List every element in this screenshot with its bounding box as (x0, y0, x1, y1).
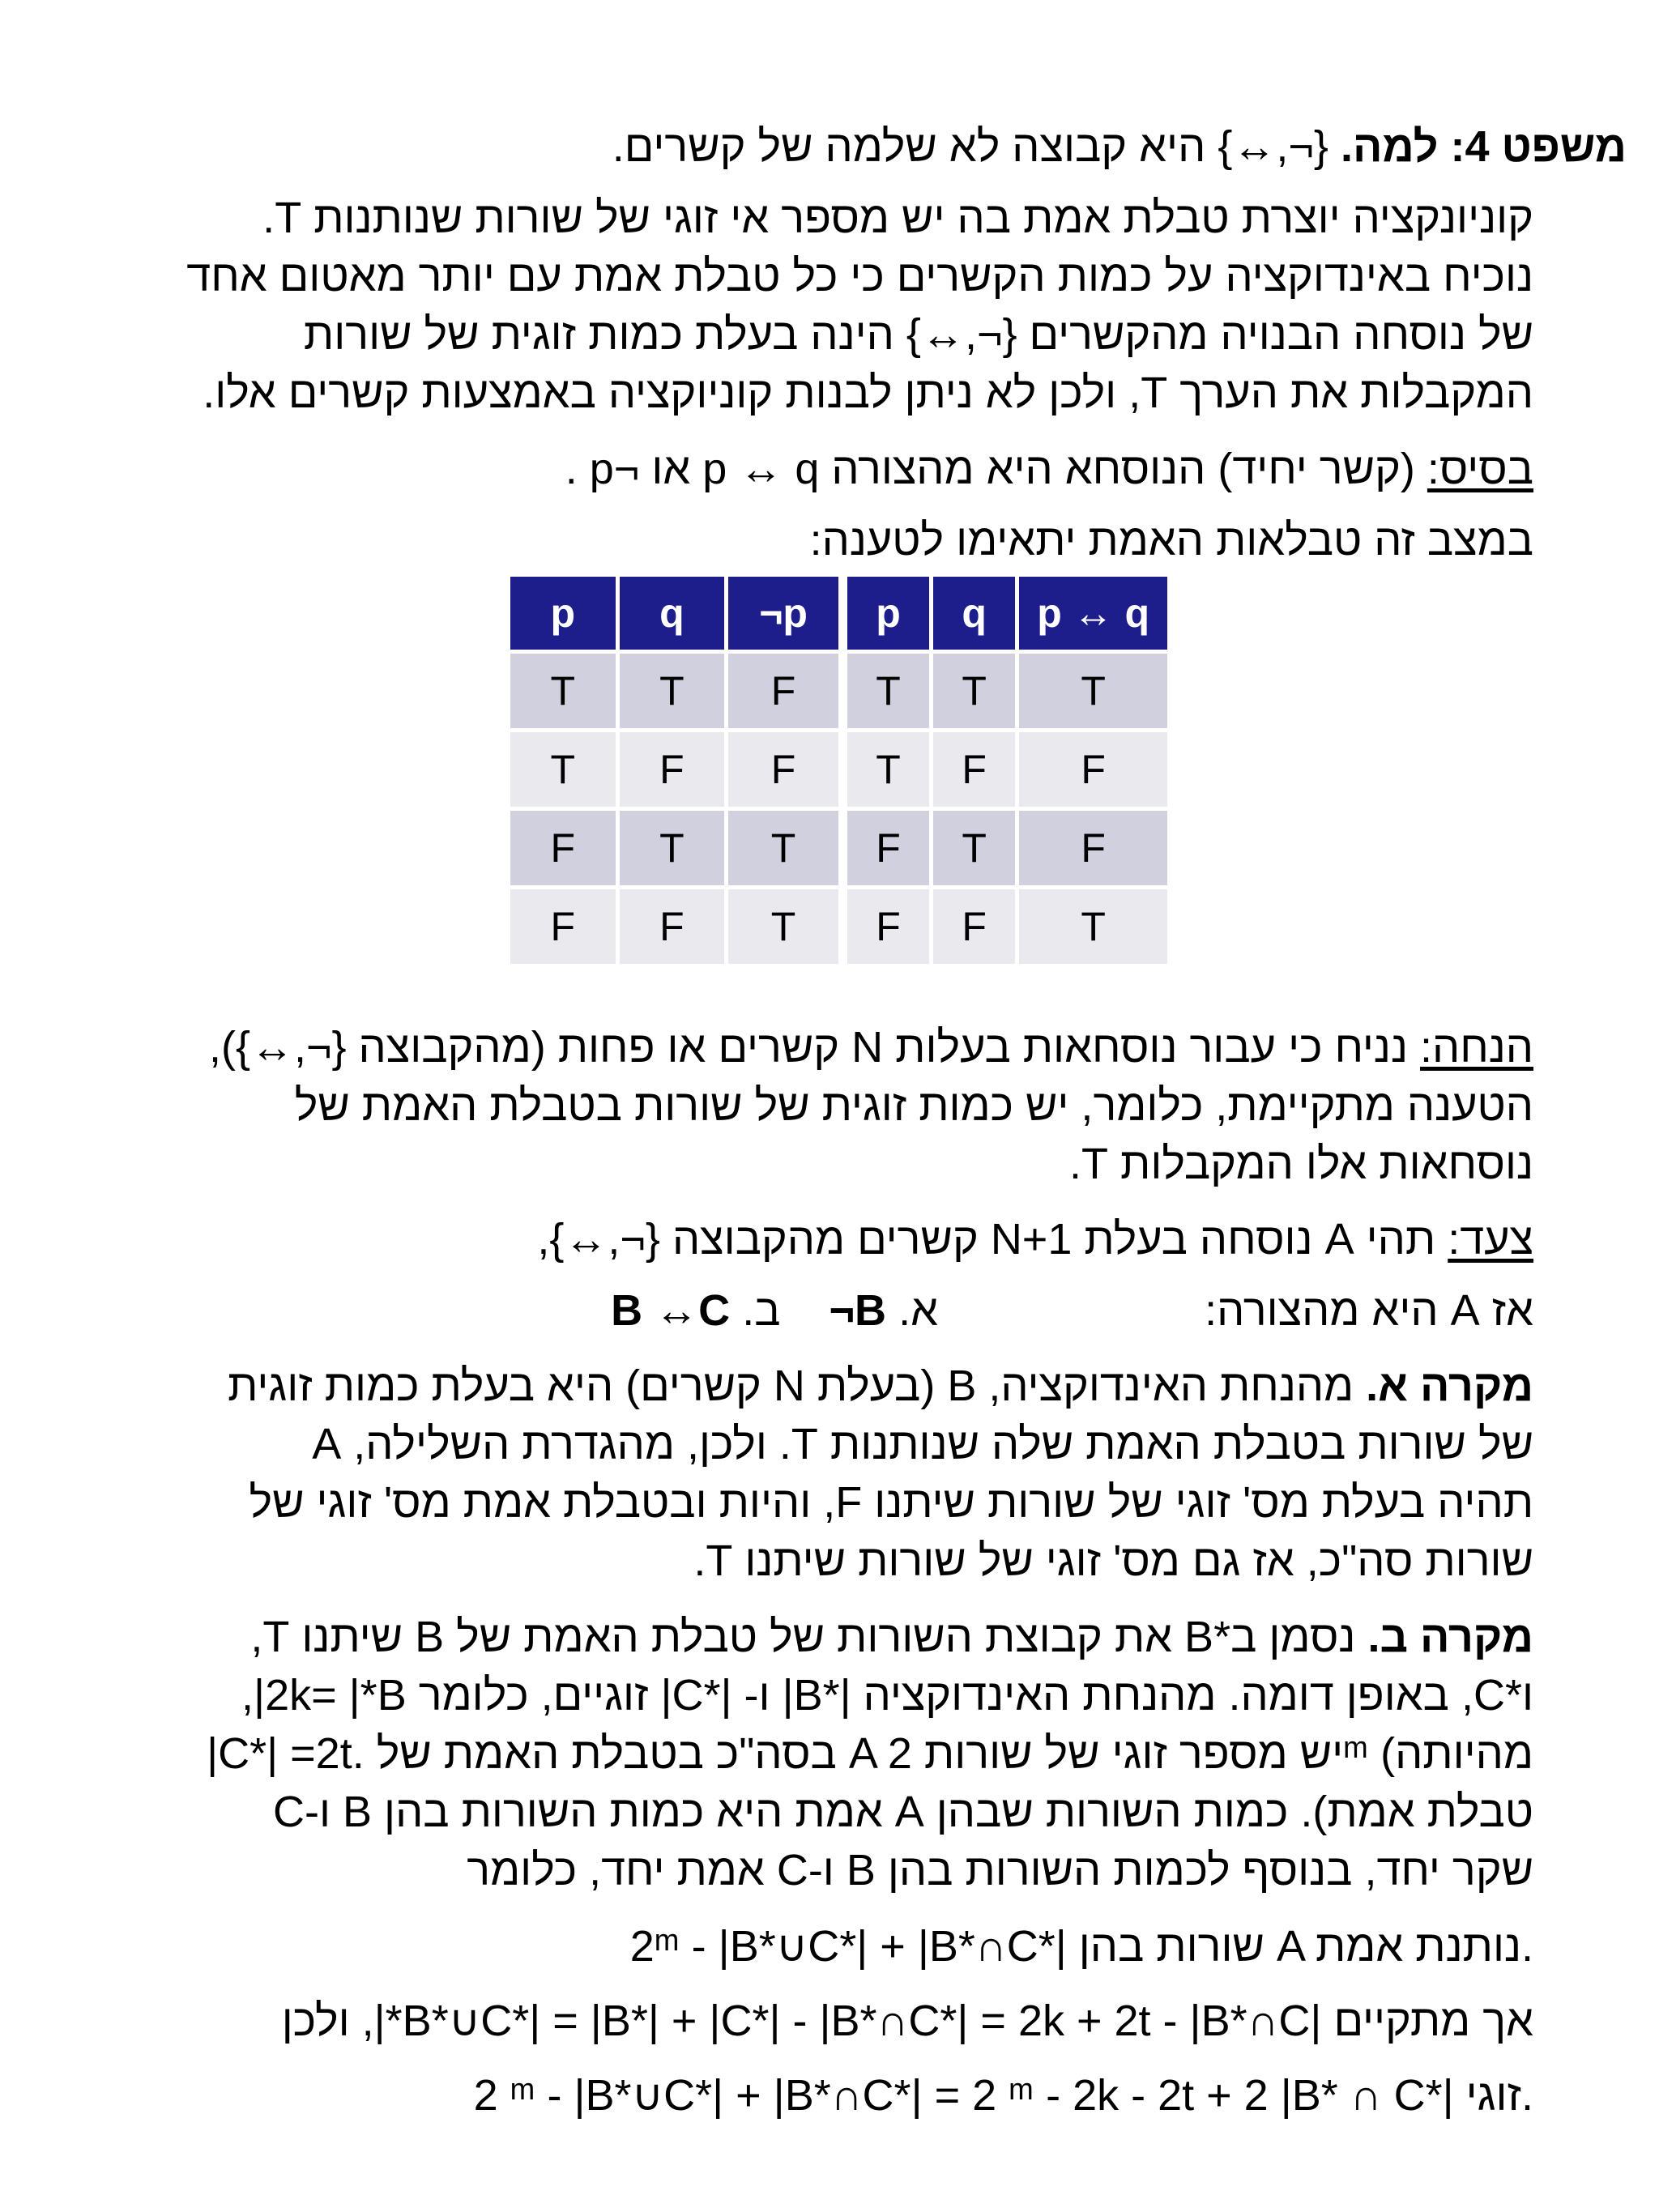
case-b-line: |C*| =2t. בסה"כ בטבלת האמת של A יש מספר זוגי של שורות 2ᵐ (מהיותה (207, 1729, 1533, 1778)
step-options (611, 1284, 938, 1337)
case-b-text: נסמן ב*B את קבוצת השורות של טבלת האמת של B שיתנו T, (250, 1613, 1356, 1661)
table-row (510, 654, 842, 732)
table-row (847, 732, 1171, 811)
option-a-formula: ¬B (829, 1286, 887, 1335)
table-row (510, 732, 842, 811)
hypothesis-text: נניח כי עבור נוסחאות בעלות N קשרים או פחות (מהקבוצה {¬,↔}), (208, 1023, 1408, 1072)
case-b-line (250, 1610, 1533, 1664)
lemma-heading (612, 120, 1627, 173)
case-a-line: שורות סה"כ, אז גם מס' זוגי של שורות שיתנו T. (693, 1536, 1533, 1585)
table-cell: F (1019, 732, 1171, 811)
table-cell: F (510, 811, 620, 889)
table-header-cell: ¬p (728, 577, 842, 654)
hypothesis-line (209, 1021, 1533, 1074)
step-line (537, 1213, 1533, 1266)
table-cell: T (510, 732, 620, 811)
hypothesis-line: נוסחאות אלו המקבלות T. (1068, 1140, 1533, 1188)
table-cell: F (1019, 811, 1171, 889)
table-cell: F (847, 889, 933, 968)
case-b-line: שקר יחד, בנוסף לכמות השורות בהן B ו-C אמת יחד, כלומר (467, 1846, 1533, 1894)
truth-table-negation (510, 577, 842, 968)
table-header-cell: q (933, 577, 1019, 654)
table-cell: F (933, 732, 1019, 811)
table-cell: T (1019, 889, 1171, 968)
case-a-line (228, 1359, 1533, 1413)
table-cell: F (847, 811, 933, 889)
table-cell: F (620, 889, 729, 968)
formula-line: 2ᵐ - |B*∪C*| + |B*∩C*| שורות בהן A נותנת אמת. (629, 1922, 1533, 1971)
basis-line (565, 442, 1533, 496)
table-cell: T (620, 654, 729, 732)
hypothesis-line: הטענה מתקיימת, כלומר, יש כמות זוגית של שורות בטבלת האמת של (294, 1081, 1533, 1130)
option-a-label: א. (898, 1286, 938, 1335)
lemma-statement: היא קבוצה לא שלמה של קשרים. (612, 122, 1206, 171)
table-cell: F (933, 889, 1019, 968)
intro-line: המקבלות את הערך T, ולכן לא ניתן לבנות קוניוקציה באמצעות קשרים אלו. (203, 369, 1533, 417)
table-cell: T (933, 654, 1019, 732)
table-row (847, 811, 1171, 889)
step-form-intro: אז A היא מהצורה: (1205, 1286, 1533, 1335)
hypothesis-label: הנחה: (1419, 1023, 1533, 1072)
step-text: תהי A נוסחה בעלת N+1 קשרים מהקבוצה {¬,↔}, (537, 1215, 1436, 1264)
option-b-label: ב. (742, 1286, 781, 1335)
basis-line-2: במצב זה טבלאות האמת יתאימו לטענה: (809, 516, 1533, 565)
table-cell: F (728, 654, 842, 732)
table-row (510, 889, 842, 968)
case-b-line: טבלת אמת). כמות השורות שבהן A אמת היא כמות השורות בהן B ו-C (273, 1788, 1533, 1836)
table-row (847, 889, 1171, 968)
case-a-text: מהנחת האינדוקציה, B (בעלת N קשרים) היא בעלת כמות זוגית (228, 1362, 1354, 1410)
formula-line: אך מתקיים |B*∪C*| = |B*| + |C*| - |B*∩C*| = 2k + 2t - |B*∩C*|, ולכן (281, 1997, 1533, 2045)
step-label: צעד: (1448, 1215, 1533, 1264)
lemma-title: משפט 4: למה. (1340, 122, 1627, 171)
table-cell: T (728, 811, 842, 889)
case-b-line: ו*C, באופן דומה. מהנחת האינדוקציה |*B| ו- |*C| זוגיים, כלומר 2k= |*B|, (241, 1671, 1533, 1720)
table-cell: T (728, 889, 842, 968)
table-cell: F (620, 732, 729, 811)
table-cell: T (847, 732, 933, 811)
table-row (510, 811, 842, 889)
intro-line: נוכיח באינדוקציה על כמות הקשרים כי כל טבלת אמת עם יותר מאטום אחד (186, 252, 1533, 300)
table-cell: T (1019, 654, 1171, 732)
basis-label: בסיס: (1427, 445, 1533, 493)
case-a-label: מקרה א. (1366, 1362, 1533, 1410)
basis-text: (קשר יחיד) הנוסחא היא מהצורה p ↔ q או ¬p . (565, 445, 1415, 493)
table-row (847, 654, 1171, 732)
table-cell: F (510, 889, 620, 968)
table-header-cell: p (510, 577, 620, 654)
table-cell: F (728, 732, 842, 811)
formula-line: 2 ᵐ - |B*∪C*| + |B*∩C*| = 2 ᵐ - 2k - 2t + 2 |B* ∩ C*| זוגי. (473, 2071, 1533, 2120)
table-cell: T (847, 654, 933, 732)
option-b-formula: B ↔C (611, 1286, 731, 1335)
intro-line: קוניונקציה יוצרת טבלת אמת בה יש מספר אי זוגי של שורות שנותנות T. (262, 194, 1533, 242)
table-cell: T (620, 811, 729, 889)
table-header-cell: p (847, 577, 933, 654)
connective-set: {¬,↔} (1218, 122, 1328, 171)
table-cell: T (510, 654, 620, 732)
table-header-cell: p ↔ q (1019, 577, 1171, 654)
case-a-line: של שורות בטבלת האמת שלה שנותנות T. ולכן, מהגדרת השלילה, A (312, 1420, 1533, 1468)
truth-table-biconditional (847, 577, 1171, 968)
table-cell: T (933, 811, 1019, 889)
table-header-cell: q (620, 577, 729, 654)
case-a-line: תהיה בעלת מס' זוגי של שורות שיתנו F, והיות ובטבלת אמת מס' זוגי של (249, 1478, 1533, 1527)
intro-line: של נוסחה הבנויה מהקשרים {¬,↔} הינה בעלת כמות זוגית של שורות (303, 310, 1533, 359)
case-b-label: מקרה ב. (1367, 1613, 1533, 1661)
